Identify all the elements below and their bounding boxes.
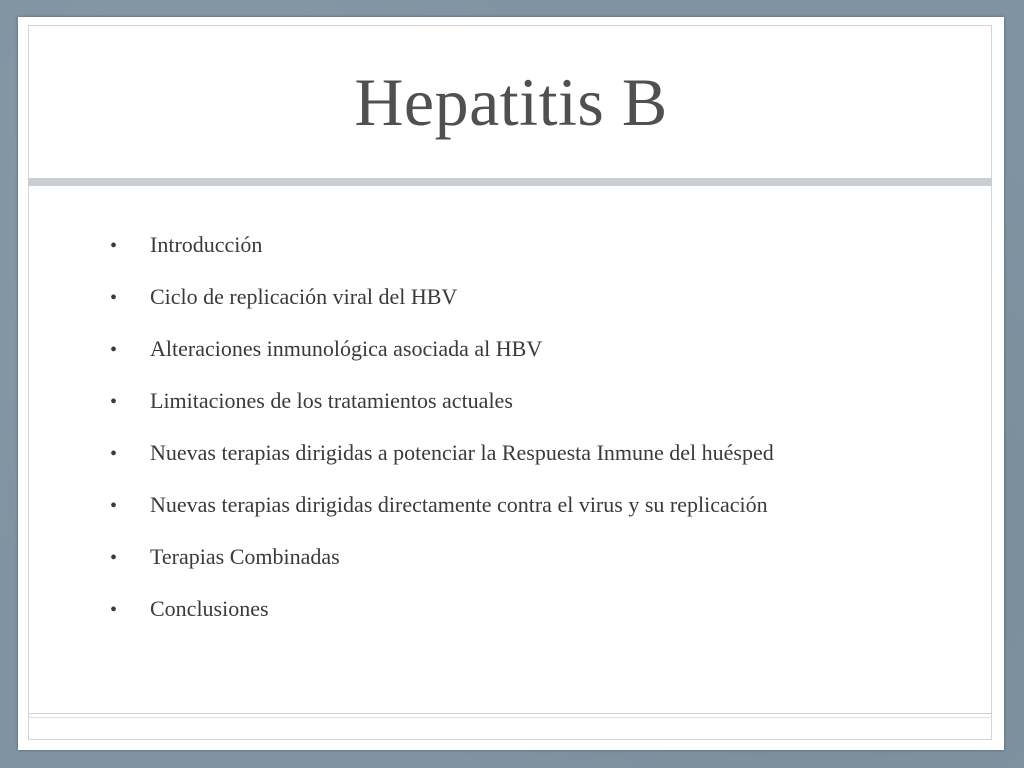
bullet-item — [110, 440, 774, 492]
bullet-icon: • — [110, 391, 118, 413]
bullet-item — [110, 492, 774, 544]
bullet-icon: • — [110, 287, 118, 309]
bullet-item — [110, 336, 774, 388]
bullet-text: Ciclo de replicación viral del HBV — [150, 284, 458, 309]
bullet-icon: • — [110, 235, 118, 257]
bullet-item — [110, 284, 774, 336]
bullet-icon: • — [110, 339, 118, 361]
bullet-item — [110, 232, 774, 284]
bullet-item — [110, 544, 774, 596]
bullet-text: Terapias Combinadas — [150, 544, 340, 569]
bullet-item — [110, 388, 774, 440]
bullet-text: Limitaciones de los tratamientos actuales — [150, 388, 513, 413]
slide — [18, 17, 1004, 750]
bullet-list — [110, 232, 774, 648]
bullet-icon: • — [110, 443, 118, 465]
title-divider — [28, 178, 992, 186]
bullet-icon: • — [110, 547, 118, 569]
bullet-text: Alteraciones inmunológica asociada al HBV — [150, 336, 543, 361]
footer-divider — [28, 713, 992, 714]
bullet-item — [110, 596, 774, 648]
slide-title: Hepatitis B — [354, 64, 668, 140]
bullet-text: Conclusiones — [150, 596, 269, 621]
bullet-icon: • — [110, 495, 118, 517]
bullet-text: Introducción — [150, 232, 263, 257]
bullet-text: Nuevas terapias dirigidas directamente contra el virus y su replicación — [150, 492, 768, 517]
bullet-text: Nuevas terapias dirigidas a potenciar la Respuesta Inmune del huésped — [150, 440, 774, 465]
footer-divider-secondary — [28, 717, 992, 718]
bullet-icon: • — [110, 599, 118, 621]
title-area — [18, 17, 1004, 178]
